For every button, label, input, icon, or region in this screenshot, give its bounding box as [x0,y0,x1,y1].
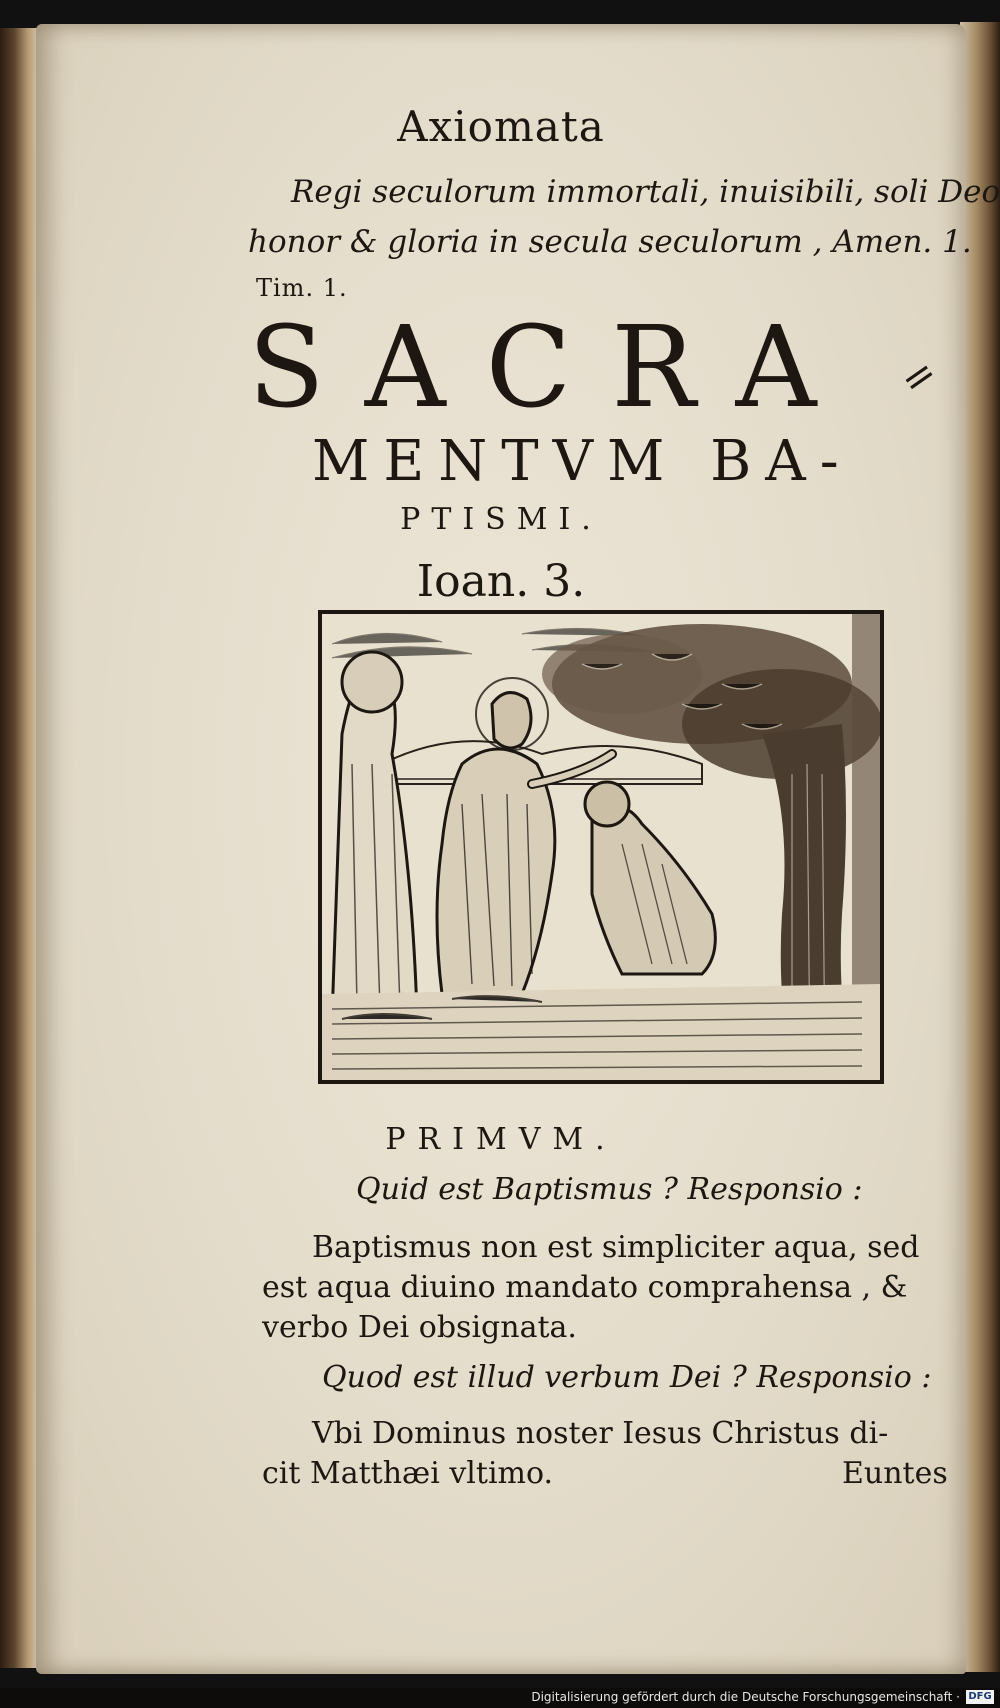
baptism-woodcut-image [322,614,880,1080]
running-header: Axiomata [397,102,605,151]
motto-line-2: honor & gloria in secula seculorum , Amen. 1. [248,224,972,260]
answer-2-line-2: cit Matthæi vltimo. [262,1456,554,1491]
motto-line-1: Regi seculorum immortali, inuisibili, soli Deo [291,174,1000,210]
title-line-3: PTISMI. [400,502,602,537]
title-hyphen: = [891,348,946,406]
question-2: Quod est illud verbum Dei ? Responsio : [322,1360,932,1395]
book-spine-edge [0,28,40,1668]
answer-1-line-3: verbo Dei obsignata. [262,1310,577,1345]
book-page [36,24,1000,1674]
answer-2-line-1: Vbi Dominus noster Iesus Christus di- [312,1416,889,1451]
title-line-2: MENTVM BA- [312,429,853,494]
digitization-footer [0,1688,1000,1708]
catchword: Euntes [842,1456,948,1491]
question-1: Quid est Baptismus ? Responsio : [356,1172,863,1207]
footer-credit: Digitalisierung gefördert durch die Deutsche Forschungsgemeinschaft · [531,1690,960,1704]
dfg-logo-icon: DFG [966,1690,994,1704]
section-heading: PRIMVM. [385,1122,617,1157]
scripture-reference: Ioan. 3. [416,556,586,607]
book-fore-edge [960,22,1000,1672]
woodcut-illustration [318,610,884,1084]
motto-line-3: Tim. 1. [256,274,348,302]
answer-1-line-1: Baptismus non est simpliciter aqua, sed [312,1230,920,1265]
title-main: SACRA [248,303,857,433]
answer-1-line-2: est aqua diuino mandato comprahensa , & [262,1270,908,1305]
